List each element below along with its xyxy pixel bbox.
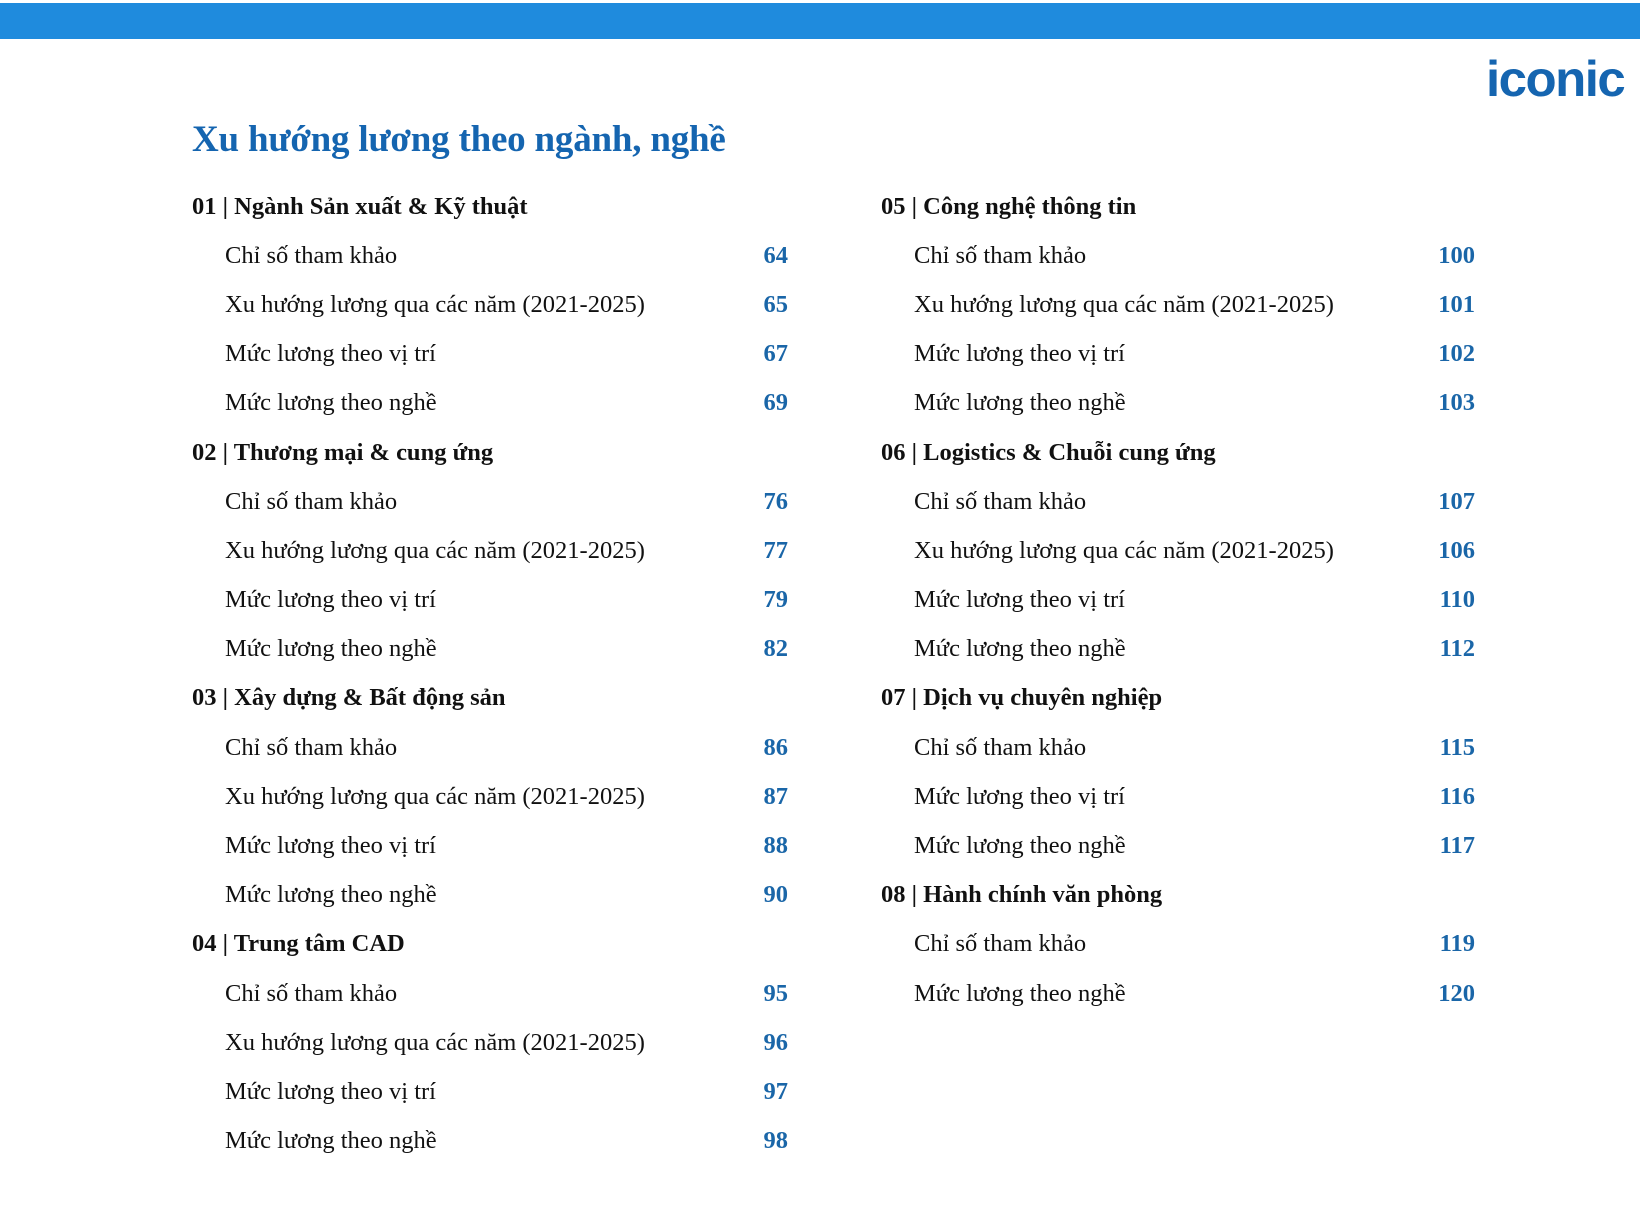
toc-entry-label: Mức lương theo nghề <box>914 832 1126 860</box>
toc-entry-label: Chỉ số tham khảo <box>914 930 1087 958</box>
toc-right-column <box>881 182 1475 1018</box>
toc-section-heading <box>881 674 1475 723</box>
toc-entry-page-number: 112 <box>1439 635 1475 663</box>
toc-entry-page-number: 77 <box>763 536 788 564</box>
toc-section-heading <box>881 182 1475 231</box>
toc-entry-label: Mức lương theo nghề <box>225 635 437 663</box>
toc-entry[interactable] <box>881 772 1475 821</box>
toc-entry-label: Xu hướng lương qua các năm (2021-2025) <box>225 782 645 810</box>
toc-entry-page-number: 101 <box>1438 290 1475 318</box>
toc-entry-label: Chỉ số tham khảo <box>225 979 398 1007</box>
toc-entry-label: Chỉ số tham khảo <box>914 487 1087 515</box>
section-heading-07: 07 | Dịch vụ chuyên nghiệp <box>881 684 1163 712</box>
toc-entry-page-number: 97 <box>763 1077 788 1105</box>
toc-entry[interactable] <box>192 477 788 526</box>
toc-entry-label: Chỉ số tham khảo <box>225 733 398 761</box>
toc-entry[interactable] <box>881 723 1475 772</box>
toc-entry[interactable] <box>192 576 788 625</box>
toc-entry-label: Mức lương theo nghề <box>914 979 1126 1007</box>
toc-entry-label: Mức lương theo vị trí <box>914 586 1125 614</box>
toc-entry[interactable] <box>192 772 788 821</box>
toc-entry[interactable] <box>192 330 788 379</box>
toc-entry-page-number: 106 <box>1438 536 1475 564</box>
toc-entry[interactable] <box>192 526 788 575</box>
toc-entry[interactable] <box>881 920 1475 969</box>
toc-entry-page-number: 117 <box>1439 832 1475 860</box>
toc-entry-label: Xu hướng lương qua các năm (2021-2025) <box>914 536 1334 564</box>
section-heading-06: 06 | Logistics & Chuỗi cung ứng <box>881 438 1216 466</box>
toc-entry[interactable] <box>881 231 1475 280</box>
toc-entry-page-number: 86 <box>763 733 788 761</box>
toc-entry-page-number: 76 <box>763 487 788 515</box>
section-heading-04: 04 | Trung tâm CAD <box>192 930 405 958</box>
section-heading-05: 05 | Công nghệ thông tin <box>881 192 1137 220</box>
page-title: Xu hướng lương theo ngành, nghề <box>192 119 726 160</box>
section-heading-01: 01 | Ngành Sản xuất & Kỹ thuật <box>192 192 528 220</box>
toc-entry[interactable] <box>192 723 788 772</box>
toc-section-heading <box>192 182 788 231</box>
section-heading-08: 08 | Hành chính văn phòng <box>881 881 1163 909</box>
toc-entry-label: Mức lương theo vị trí <box>225 1077 436 1105</box>
toc-entry-page-number: 95 <box>763 979 788 1007</box>
toc-entry-page-number: 103 <box>1438 389 1475 417</box>
toc-entry-label: Mức lương theo vị trí <box>225 586 436 614</box>
toc-entry-label: Mức lương theo vị trí <box>914 782 1125 810</box>
toc-entry-label: Mức lương theo nghề <box>914 635 1126 663</box>
toc-section-heading <box>192 428 788 477</box>
toc-entry-page-number: 64 <box>763 241 788 269</box>
toc-entry[interactable] <box>192 625 788 674</box>
toc-entry-page-number: 119 <box>1439 930 1475 958</box>
toc-entry-page-number: 98 <box>763 1127 788 1155</box>
toc-entry[interactable] <box>192 231 788 280</box>
toc-entry-label: Chỉ số tham khảo <box>914 241 1087 269</box>
toc-section-heading <box>192 920 788 969</box>
toc-entry[interactable] <box>881 576 1475 625</box>
toc-entry-label: Mức lương theo vị trí <box>914 340 1125 368</box>
toc-entry-page-number: 115 <box>1439 733 1475 761</box>
toc-entry-label: Xu hướng lương qua các năm (2021-2025) <box>914 290 1334 318</box>
toc-section-heading <box>192 674 788 723</box>
toc-entry-label: Mức lương theo nghề <box>225 389 437 417</box>
toc-entry[interactable] <box>192 280 788 329</box>
toc-entry[interactable] <box>192 969 788 1018</box>
toc-section-heading <box>881 871 1475 920</box>
toc-entry-label: Chỉ số tham khảo <box>225 241 398 269</box>
toc-entry[interactable] <box>881 280 1475 329</box>
toc-entry[interactable] <box>192 871 788 920</box>
toc-entry[interactable] <box>881 969 1475 1018</box>
toc-entry-page-number: 110 <box>1439 586 1475 614</box>
toc-entry-page-number: 120 <box>1438 979 1475 1007</box>
toc-entry-page-number: 69 <box>763 389 788 417</box>
toc-entry[interactable] <box>192 1067 788 1116</box>
toc-entry-page-number: 107 <box>1438 487 1475 515</box>
toc-entry-page-number: 96 <box>763 1028 788 1056</box>
section-heading-02: 02 | Thương mại & cung ứng <box>192 438 494 466</box>
toc-entry[interactable] <box>192 1018 788 1067</box>
toc-section-heading <box>881 428 1475 477</box>
toc-entry-label: Chỉ số tham khảo <box>914 733 1087 761</box>
toc-entry[interactable] <box>881 477 1475 526</box>
toc-entry-label: Mức lương theo nghề <box>225 881 437 909</box>
toc-entry-label: Mức lương theo nghề <box>914 389 1126 417</box>
top-accent-bar <box>0 3 1640 39</box>
toc-entry-page-number: 102 <box>1438 340 1475 368</box>
toc-entry[interactable] <box>192 821 788 870</box>
toc-entry[interactable] <box>881 330 1475 379</box>
toc-entry-label: Xu hướng lương qua các năm (2021-2025) <box>225 1028 645 1056</box>
toc-entry-page-number: 67 <box>763 340 788 368</box>
toc-entry-page-number: 116 <box>1439 782 1475 810</box>
toc-entry[interactable] <box>192 1117 788 1166</box>
toc-entry-label: Mức lương theo vị trí <box>225 340 436 368</box>
iconic-logo: iconic <box>1486 51 1625 107</box>
toc-entry-page-number: 87 <box>763 782 788 810</box>
toc-entry[interactable] <box>881 379 1475 428</box>
toc-entry[interactable] <box>881 526 1475 575</box>
toc-left-column <box>192 182 788 1166</box>
section-heading-03: 03 | Xây dựng & Bất động sản <box>192 684 506 712</box>
toc-entry-label: Mức lương theo vị trí <box>225 832 436 860</box>
toc-entry[interactable] <box>881 625 1475 674</box>
toc-entry-page-number: 90 <box>763 881 788 909</box>
toc-entry-label: Xu hướng lương qua các năm (2021-2025) <box>225 536 645 564</box>
toc-entry-label: Xu hướng lương qua các năm (2021-2025) <box>225 290 645 318</box>
toc-entry-page-number: 82 <box>763 635 788 663</box>
toc-entry-label: Mức lương theo nghề <box>225 1127 437 1155</box>
toc-entry[interactable] <box>192 379 788 428</box>
toc-entry[interactable] <box>881 821 1475 870</box>
toc-entry-page-number: 100 <box>1438 241 1475 269</box>
toc-entry-label: Chỉ số tham khảo <box>225 487 398 515</box>
toc-entry-page-number: 65 <box>763 290 788 318</box>
toc-entry-page-number: 79 <box>763 586 788 614</box>
toc-entry-page-number: 88 <box>763 832 788 860</box>
